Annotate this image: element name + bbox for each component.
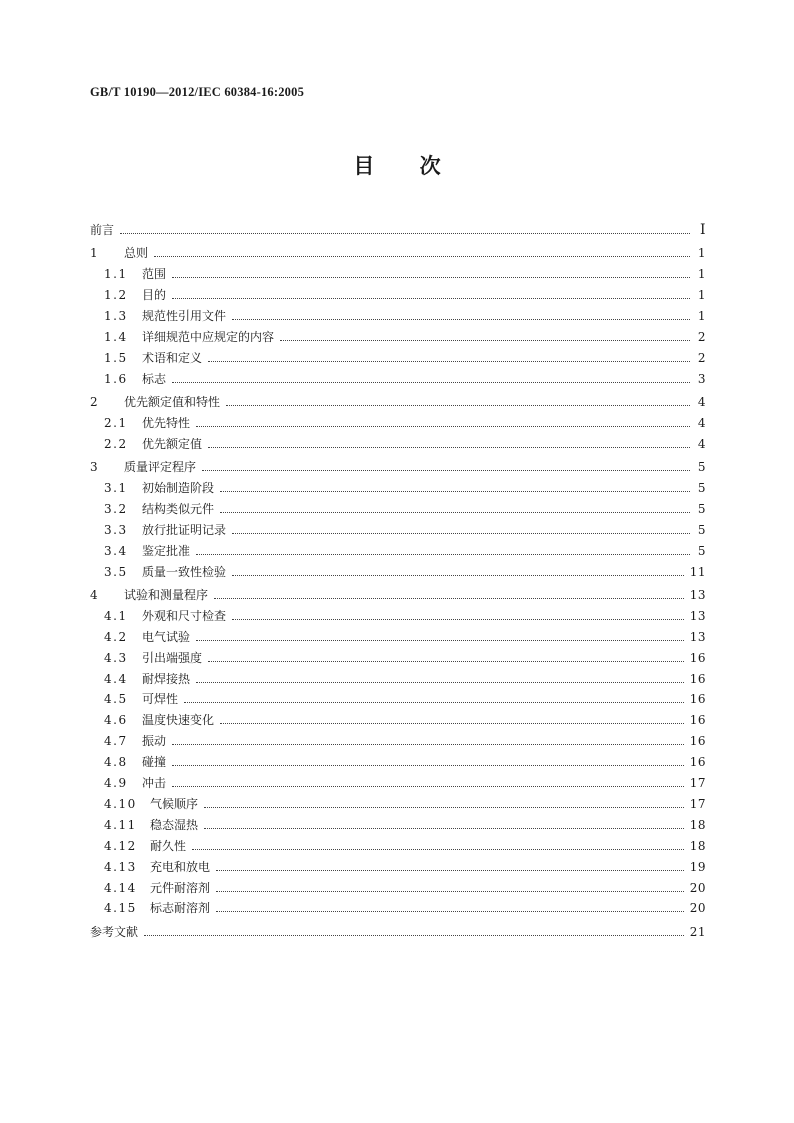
dot-leader <box>184 701 684 703</box>
toc-entry-page: 16 <box>689 692 706 707</box>
toc-entry[interactable] <box>90 281 706 302</box>
toc-entry-number: 2 <box>90 395 100 410</box>
toc-entry-label: 总则 <box>124 246 149 261</box>
toc-entry[interactable] <box>90 727 706 748</box>
toc-entry-page: 16 <box>689 671 706 686</box>
toc-entry-page: 4 <box>697 436 706 451</box>
toc-entry-page: 16 <box>689 734 706 749</box>
toc-entry[interactable] <box>90 686 706 707</box>
toc-entry-number: 4.12 <box>104 838 137 853</box>
toc-entry-page: 3 <box>697 371 706 386</box>
page-title: 目 次 <box>353 154 441 178</box>
toc-entry-number: 4.7 <box>104 734 128 749</box>
toc-entry[interactable] <box>90 453 706 474</box>
toc-entry-label: 电气试验 <box>142 629 191 644</box>
toc-entry-number: 3 <box>90 460 100 475</box>
toc-entry-label: 气候顺序 <box>150 796 199 811</box>
toc-entry[interactable] <box>90 874 706 895</box>
toc-entry-label: 可焊性 <box>142 692 179 707</box>
toc-entry-number: 4 <box>90 588 100 603</box>
dot-leader <box>154 255 690 257</box>
toc-entry-label: 详细规范中应规定的内容 <box>142 329 275 344</box>
toc-entry-page: 5 <box>697 501 706 516</box>
dot-leader <box>232 532 690 534</box>
toc-entry-label: 优先额定值 <box>142 436 203 451</box>
toc-entry[interactable] <box>90 495 706 516</box>
dot-leader <box>220 490 690 492</box>
toc-entry-page: 5 <box>697 460 706 475</box>
dot-leader <box>204 806 684 808</box>
toc-entry-label: 参考文献 <box>90 924 139 939</box>
toc-entry-number: 1.5 <box>104 350 128 365</box>
toc-entry-page: 16 <box>689 650 706 665</box>
toc-entry-number: 4.10 <box>104 796 137 811</box>
toc-entry-label: 结构类似元件 <box>142 501 215 516</box>
toc-entry[interactable] <box>90 239 706 260</box>
toc-entry[interactable] <box>90 409 706 430</box>
dot-leader <box>172 743 684 745</box>
toc-entry[interactable] <box>90 581 706 602</box>
toc-entry-number: 1.4 <box>104 329 128 344</box>
toc-entry-label: 质量一致性检验 <box>142 564 227 579</box>
dot-leader <box>214 597 684 599</box>
toc-entry-page: 11 <box>689 564 706 579</box>
toc-entry-number: 3.2 <box>104 501 128 516</box>
dot-leader <box>172 785 684 787</box>
toc-entry-label: 标志耐溶剂 <box>150 901 211 916</box>
toc-entry-number: 4.11 <box>104 817 137 832</box>
toc-entry[interactable] <box>90 665 706 686</box>
toc-entry-page: 13 <box>689 588 706 603</box>
dot-leader <box>172 297 690 299</box>
toc-entry-page: 1 <box>697 308 706 323</box>
toc-entry-page: 2 <box>697 329 706 344</box>
dot-leader <box>202 469 690 471</box>
toc-entry-label: 耐焊接热 <box>142 671 191 686</box>
toc-entry-page: 1 <box>697 246 706 261</box>
toc-entry-number: 4.5 <box>104 692 128 707</box>
dot-leader <box>232 618 684 620</box>
toc-entry[interactable] <box>90 811 706 832</box>
toc-entry-number: 2.2 <box>104 436 128 451</box>
dot-leader <box>220 511 690 513</box>
toc-entry[interactable] <box>90 644 706 665</box>
toc-entry-number: 1.1 <box>104 267 128 282</box>
toc-entry[interactable] <box>90 344 706 365</box>
toc-entry-label: 前言 <box>90 222 115 237</box>
toc-entry[interactable] <box>90 832 706 853</box>
toc-entry-number: 1.3 <box>104 308 128 323</box>
toc-entry[interactable] <box>90 853 706 874</box>
toc-entry-page: 17 <box>689 796 706 811</box>
toc-entry-page: 2 <box>697 350 706 365</box>
toc-entry-page: 19 <box>689 859 706 874</box>
toc-entry[interactable] <box>90 537 706 558</box>
dot-leader <box>196 425 690 427</box>
toc-entry[interactable] <box>90 623 706 644</box>
toc-entry-label: 振动 <box>142 734 167 749</box>
toc-entry-label: 充电和放电 <box>150 859 211 874</box>
toc-entry-page: 20 <box>689 880 706 895</box>
toc-entry-page: 18 <box>689 817 706 832</box>
dot-leader <box>232 318 690 320</box>
toc-entry-label: 放行批证明记录 <box>142 522 227 537</box>
toc-entry-page: 18 <box>689 838 706 853</box>
toc-entry-label: 引出端强度 <box>142 650 203 665</box>
toc-entry[interactable] <box>90 388 706 409</box>
toc-entry-page: 13 <box>689 629 706 644</box>
toc-entry-label: 目的 <box>142 288 167 303</box>
toc-entry[interactable] <box>90 558 706 579</box>
toc-entry-number: 4.6 <box>104 713 128 728</box>
toc-entry-number: 4.8 <box>104 755 128 770</box>
toc-entry-label: 优先特性 <box>142 415 191 430</box>
toc-entry[interactable] <box>90 216 706 237</box>
dot-leader <box>120 232 690 234</box>
dot-leader <box>172 381 690 383</box>
dot-leader <box>226 404 690 406</box>
toc-entry-label: 稳态湿热 <box>150 817 199 832</box>
toc-entry-page: 5 <box>697 543 706 558</box>
toc-entry-label: 优先额定值和特性 <box>124 395 221 410</box>
toc-entry-page: 16 <box>689 713 706 728</box>
toc-entry-number: 2.1 <box>104 415 128 430</box>
toc-entry[interactable] <box>90 260 706 281</box>
toc-entry[interactable] <box>90 895 706 916</box>
toc-entry[interactable] <box>90 748 706 769</box>
toc-entry-number: 4.14 <box>104 880 137 895</box>
dot-leader <box>204 827 684 829</box>
toc-entry-label: 鉴定批准 <box>142 543 191 558</box>
dot-leader <box>208 660 684 662</box>
dot-leader <box>196 681 684 683</box>
toc-entry-page: 5 <box>697 481 706 496</box>
toc-entry-label: 标志 <box>142 371 167 386</box>
toc-entry[interactable] <box>90 602 706 623</box>
toc-entry[interactable] <box>90 918 706 939</box>
dot-leader <box>192 848 684 850</box>
toc-entry-page: 16 <box>689 755 706 770</box>
toc-entry-page: 1 <box>697 267 706 282</box>
toc-entry-label: 规范性引用文件 <box>142 308 227 323</box>
toc-entry-number: 3.3 <box>104 522 128 537</box>
toc-entry-label: 碰撞 <box>142 755 167 770</box>
toc-entry[interactable] <box>90 474 706 495</box>
toc-entry-page: 4 <box>697 395 706 410</box>
toc-entry[interactable] <box>90 516 706 537</box>
dot-leader <box>280 339 690 341</box>
toc-entry-number: 4.13 <box>104 859 137 874</box>
toc-entry-label: 质量评定程序 <box>124 460 197 475</box>
toc-entry[interactable] <box>90 769 706 790</box>
document-code: GB/T 10190—2012/IEC 60384-16:2005 <box>90 85 305 99</box>
toc-entry[interactable] <box>90 302 706 323</box>
toc-entry-label: 元件耐溶剂 <box>150 880 211 895</box>
toc-entry-number: 4.15 <box>104 901 137 916</box>
dot-leader <box>216 890 684 892</box>
toc-entry-number: 1.2 <box>104 288 128 303</box>
toc-entry-page: 20 <box>689 901 706 916</box>
dot-leader <box>220 722 684 724</box>
toc-entry[interactable] <box>90 430 706 451</box>
toc-entry-number: 4.3 <box>104 650 128 665</box>
toc-entry[interactable] <box>90 706 706 727</box>
toc-entry-page: I <box>699 221 706 238</box>
table-of-contents <box>90 216 706 939</box>
toc-entry-label: 温度快速变化 <box>142 713 215 728</box>
dot-leader <box>196 553 690 555</box>
toc-entry-number: 1.6 <box>104 371 128 386</box>
dot-leader <box>144 934 684 936</box>
toc-entry-page: 1 <box>697 288 706 303</box>
toc-entry-label: 初始制造阶段 <box>142 481 215 496</box>
dot-leader <box>208 360 690 362</box>
dot-leader <box>208 446 690 448</box>
toc-entry-label: 外观和尺寸检查 <box>142 608 227 623</box>
toc-entry-label: 范围 <box>142 267 167 282</box>
toc-entry-label: 试验和测量程序 <box>124 588 209 603</box>
toc-entry[interactable] <box>90 365 706 386</box>
toc-entry-number: 4.2 <box>104 629 128 644</box>
toc-entry-label: 术语和定义 <box>142 350 203 365</box>
toc-entry[interactable] <box>90 323 706 344</box>
toc-entry-page: 4 <box>697 415 706 430</box>
toc-entry-number: 4.9 <box>104 776 128 791</box>
dot-leader <box>172 764 684 766</box>
toc-entry-number: 3.4 <box>104 543 128 558</box>
toc-entry-number: 1 <box>90 246 100 261</box>
dot-leader <box>216 910 684 912</box>
dot-leader <box>196 639 684 641</box>
toc-entry-page: 21 <box>689 924 706 939</box>
dot-leader <box>216 869 684 871</box>
toc-entry-label: 耐久性 <box>150 838 187 853</box>
toc-entry-number: 4.4 <box>104 671 128 686</box>
toc-entry-page: 13 <box>689 608 706 623</box>
toc-entry-number: 4.1 <box>104 608 128 623</box>
dot-leader <box>172 276 690 278</box>
dot-leader <box>232 574 684 576</box>
toc-entry-label: 冲击 <box>142 776 167 791</box>
toc-entry-number: 3.1 <box>104 481 128 496</box>
toc-entry[interactable] <box>90 790 706 811</box>
toc-entry-page: 5 <box>697 522 706 537</box>
toc-entry-page: 17 <box>689 776 706 791</box>
toc-entry-number: 3.5 <box>104 564 128 579</box>
